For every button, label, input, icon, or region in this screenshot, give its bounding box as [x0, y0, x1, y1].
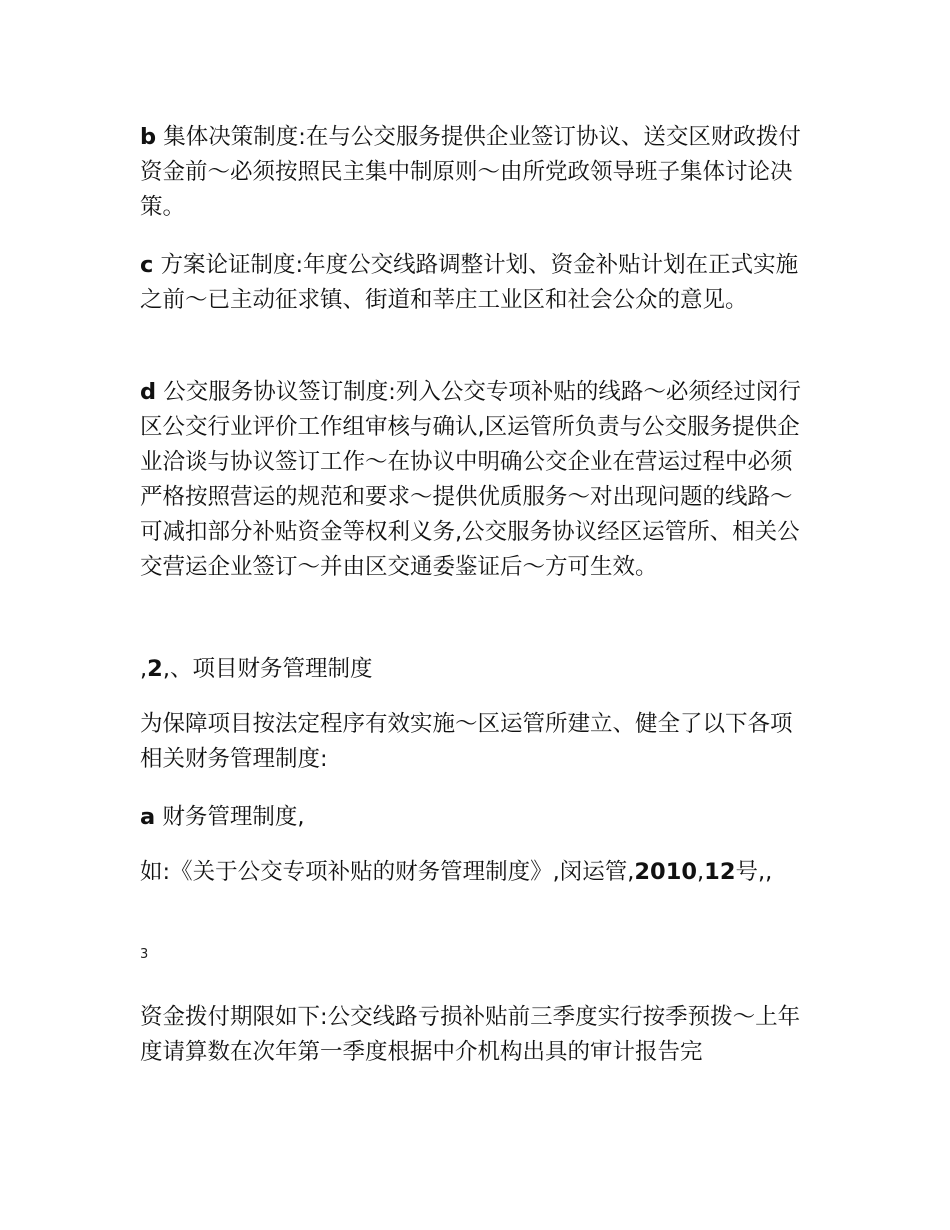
- example-text: 如:《关于公交专项补贴的财务管理制度》,闵运管,: [140, 859, 635, 885]
- paragraph-text: 资金拨付期限如下:公交线路亏损补贴前三季度实行按季预拨～上年度请算数在次年第一季度根据中介机构出具的审计报告完: [140, 1004, 801, 1065]
- example-number: 12: [704, 859, 736, 885]
- example-separator: ,: [697, 859, 705, 885]
- paragraph-service-agreement: [140, 375, 812, 585]
- heading-number: 2: [147, 656, 163, 682]
- item-label-a: a: [140, 804, 156, 830]
- item-label-b: b: [140, 124, 157, 150]
- paragraph-text: 财务管理制度,: [155, 804, 305, 830]
- example-suffix: 号,,: [735, 859, 773, 885]
- paragraph-text: 为保障项目按法定程序有效实施～区运管所建立、健全了以下各项相关财务管理制度:: [140, 711, 793, 772]
- page-number: 3: [140, 947, 149, 962]
- paragraph-collective-decision: [140, 120, 812, 225]
- paragraph-text: 集体决策制度:在与公交服务提供企业签订协议、送交区财政拨付资金前～必须按照民主集中制原则～由所党政领导班子集体讨论决策。: [140, 124, 801, 220]
- item-label-c: c: [140, 252, 154, 278]
- paragraph-plan-review: [140, 248, 812, 318]
- section-heading: [140, 652, 812, 687]
- paragraph-financial-system: [140, 800, 812, 835]
- heading-text: ,、项目财务管理制度: [162, 656, 373, 682]
- paragraph-text: 公交服务协议签订制度:列入公交专项补贴的线路～必须经过闵行区公交行业评价工作组审核与确认,区运管所负责与公交服务提供企业洽谈与协议签订工作～在协议中明确公交企业在营运过程中必须严格按照营运的规范和要求～提供优质服务～对出现问题的线路～可减扣部分补贴资金等权利义务,公交服务协议经区运管所、相关公交营运企业签订～并由区交通委鉴证后～方可生效。: [140, 379, 801, 580]
- paragraph-example: [140, 855, 812, 890]
- example-year: 2010: [634, 859, 698, 885]
- heading-prefix: ,: [140, 656, 148, 682]
- item-label-d: d: [140, 379, 157, 405]
- paragraph-fund-disbursement: [140, 1000, 812, 1070]
- paragraph-text: 方案论证制度:年度公交线路调整计划、资金补贴计划在正式实施之前～已主动征求镇、街道和莘庄工业区和社会公众的意见。: [140, 252, 799, 313]
- paragraph-intro: [140, 707, 812, 777]
